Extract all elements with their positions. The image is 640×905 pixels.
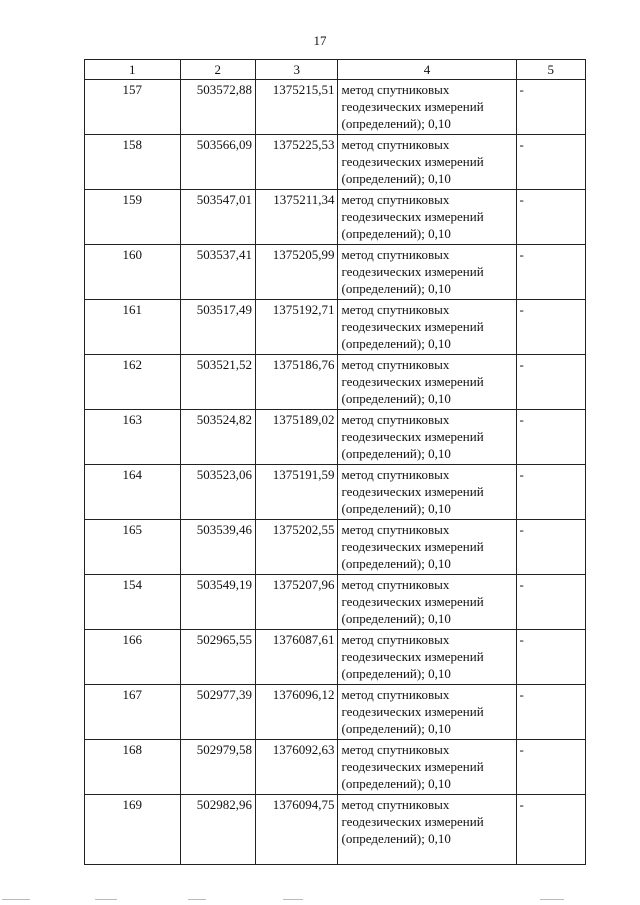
method-text-line: метод спутниковых [341, 302, 450, 317]
y-coordinate-cell: 1375202,55 [256, 520, 338, 575]
x-coordinate-cell: 503517,49 [180, 300, 255, 355]
note-cell: - [516, 465, 585, 520]
method-text-line: (определений); 0,10 [341, 666, 451, 681]
table-row [85, 300, 586, 355]
point-number-cell: 167 [85, 685, 181, 740]
y-coordinate-cell: 1376087,61 [256, 630, 338, 685]
x-coordinate-cell: 503549,19 [180, 575, 255, 630]
y-coordinate-cell: 1375207,96 [256, 575, 338, 630]
method-text-line: (определений); 0,10 [341, 281, 451, 296]
method-text-line: метод спутниковых [341, 577, 450, 592]
note-cell: - [516, 575, 585, 630]
point-number-cell: 165 [85, 520, 181, 575]
method-text-line: метод спутниковых [341, 192, 450, 207]
column-header-5: 5 [516, 60, 585, 80]
method-text-line: (определений); 0,10 [341, 501, 451, 516]
y-coordinate-cell: 1375225,53 [256, 135, 338, 190]
point-number-cell: 168 [85, 740, 181, 795]
method-text-line: (определений); 0,10 [341, 611, 451, 626]
table-row [85, 80, 586, 135]
method-text-line: (определений); 0,10 [341, 336, 451, 351]
point-number-cell: 161 [85, 300, 181, 355]
method-cell [338, 355, 516, 410]
method-text-line: геодезических измерений [341, 264, 484, 279]
method-text-line: метод спутниковых [341, 632, 450, 647]
method-text-line: метод спутниковых [341, 687, 450, 702]
column-header-3: 3 [256, 60, 338, 80]
method-cell [338, 630, 516, 685]
y-coordinate-cell: 1376094,75 [256, 795, 338, 865]
method-text-line: геодезических измерений [341, 759, 484, 774]
note-cell: - [516, 190, 585, 245]
table-row [85, 520, 586, 575]
coordinates-table [84, 59, 586, 865]
note-cell: - [516, 685, 585, 740]
y-coordinate-cell: 1375191,59 [256, 465, 338, 520]
y-coordinate-cell: 1375211,34 [256, 190, 338, 245]
method-text-line: геодезических измерений [341, 99, 484, 114]
method-cell [338, 465, 516, 520]
y-coordinate-cell: 1375192,71 [256, 300, 338, 355]
x-coordinate-cell: 503537,41 [180, 245, 255, 300]
x-coordinate-cell: 503566,09 [180, 135, 255, 190]
method-text-line: метод спутниковых [341, 82, 450, 97]
method-text-line: геодезических измерений [341, 319, 484, 334]
note-cell: - [516, 740, 585, 795]
column-header-4: 4 [338, 60, 516, 80]
method-text-line: метод спутниковых [341, 247, 450, 262]
method-text-line: (определений); 0,10 [341, 556, 451, 571]
method-text-line: (определений); 0,10 [341, 171, 451, 186]
table-row [85, 135, 586, 190]
table-row [85, 465, 586, 520]
column-header-1: 1 [85, 60, 181, 80]
table-row [85, 740, 586, 795]
method-cell [338, 190, 516, 245]
x-coordinate-cell: 502977,39 [180, 685, 255, 740]
point-number-cell: 164 [85, 465, 181, 520]
y-coordinate-cell: 1375186,76 [256, 355, 338, 410]
method-text-line: (определений); 0,10 [341, 391, 451, 406]
table-body [85, 80, 586, 865]
method-text-line: метод спутниковых [341, 357, 450, 372]
method-text-line: (определений); 0,10 [341, 721, 451, 736]
point-number-cell: 160 [85, 245, 181, 300]
method-cell [338, 520, 516, 575]
method-text-line: геодезических измерений [341, 814, 484, 829]
method-cell [338, 685, 516, 740]
method-cell [338, 740, 516, 795]
method-text-line: геодезических измерений [341, 539, 484, 554]
note-cell: - [516, 520, 585, 575]
page-number: 17 [313, 33, 327, 48]
table-row [85, 190, 586, 245]
point-number-cell: 159 [85, 190, 181, 245]
point-number-cell: 166 [85, 630, 181, 685]
method-text-line: метод спутниковых [341, 467, 450, 482]
table-header-row [85, 60, 586, 80]
table-row [85, 795, 586, 865]
note-cell: - [516, 410, 585, 465]
point-number-cell: 169 [85, 795, 181, 865]
method-text-line: геодезических измерений [341, 594, 484, 609]
method-cell [338, 300, 516, 355]
method-text-line: метод спутниковых [341, 797, 450, 812]
y-coordinate-cell: 1376092,63 [256, 740, 338, 795]
note-cell: - [516, 355, 585, 410]
method-text-line: геодезических измерений [341, 154, 484, 169]
method-text-line: метод спутниковых [341, 412, 450, 427]
note-cell: - [516, 80, 585, 135]
x-coordinate-cell: 503572,88 [180, 80, 255, 135]
method-text-line: геодезических измерений [341, 484, 484, 499]
x-coordinate-cell: 503521,52 [180, 355, 255, 410]
y-coordinate-cell: 1376096,12 [256, 685, 338, 740]
point-number-cell: 157 [85, 80, 181, 135]
method-text-line: метод спутниковых [341, 742, 450, 757]
column-header-2: 2 [180, 60, 255, 80]
method-cell [338, 135, 516, 190]
method-text-line: метод спутниковых [341, 137, 450, 152]
x-coordinate-cell: 503523,06 [180, 465, 255, 520]
method-cell [338, 245, 516, 300]
point-number-cell: 154 [85, 575, 181, 630]
y-coordinate-cell: 1375215,51 [256, 80, 338, 135]
method-text-line: метод спутниковых [341, 522, 450, 537]
x-coordinate-cell: 503547,01 [180, 190, 255, 245]
note-cell: - [516, 300, 585, 355]
method-cell [338, 575, 516, 630]
y-coordinate-cell: 1375205,99 [256, 245, 338, 300]
method-text-line: (определений); 0,10 [341, 831, 451, 846]
note-cell: - [516, 795, 585, 865]
method-text-line: (определений); 0,10 [341, 776, 451, 791]
note-cell: - [516, 245, 585, 300]
x-coordinate-cell: 503539,46 [180, 520, 255, 575]
method-text-line: геодезических измерений [341, 429, 484, 444]
method-text-line: (определений); 0,10 [341, 446, 451, 461]
table-row [85, 245, 586, 300]
x-coordinate-cell: 502965,55 [180, 630, 255, 685]
method-text-line: (определений); 0,10 [341, 116, 451, 131]
table-row [85, 685, 586, 740]
method-text-line: геодезических измерений [341, 704, 484, 719]
point-number-cell: 163 [85, 410, 181, 465]
x-coordinate-cell: 503524,82 [180, 410, 255, 465]
y-coordinate-cell: 1375189,02 [256, 410, 338, 465]
method-text-line: (определений); 0,10 [341, 226, 451, 241]
table-row [85, 355, 586, 410]
method-cell [338, 80, 516, 135]
point-number-cell: 162 [85, 355, 181, 410]
x-coordinate-cell: 502979,58 [180, 740, 255, 795]
table-row [85, 410, 586, 465]
table-row [85, 575, 586, 630]
x-coordinate-cell: 502982,96 [180, 795, 255, 865]
method-text-line: геодезических измерений [341, 374, 484, 389]
method-cell [338, 410, 516, 465]
note-cell: - [516, 630, 585, 685]
footer-scan-marks [0, 897, 640, 905]
method-cell [338, 795, 516, 865]
method-text-line: геодезических измерений [341, 209, 484, 224]
note-cell: - [516, 135, 585, 190]
point-number-cell: 158 [85, 135, 181, 190]
table-row [85, 630, 586, 685]
method-text-line: геодезических измерений [341, 649, 484, 664]
